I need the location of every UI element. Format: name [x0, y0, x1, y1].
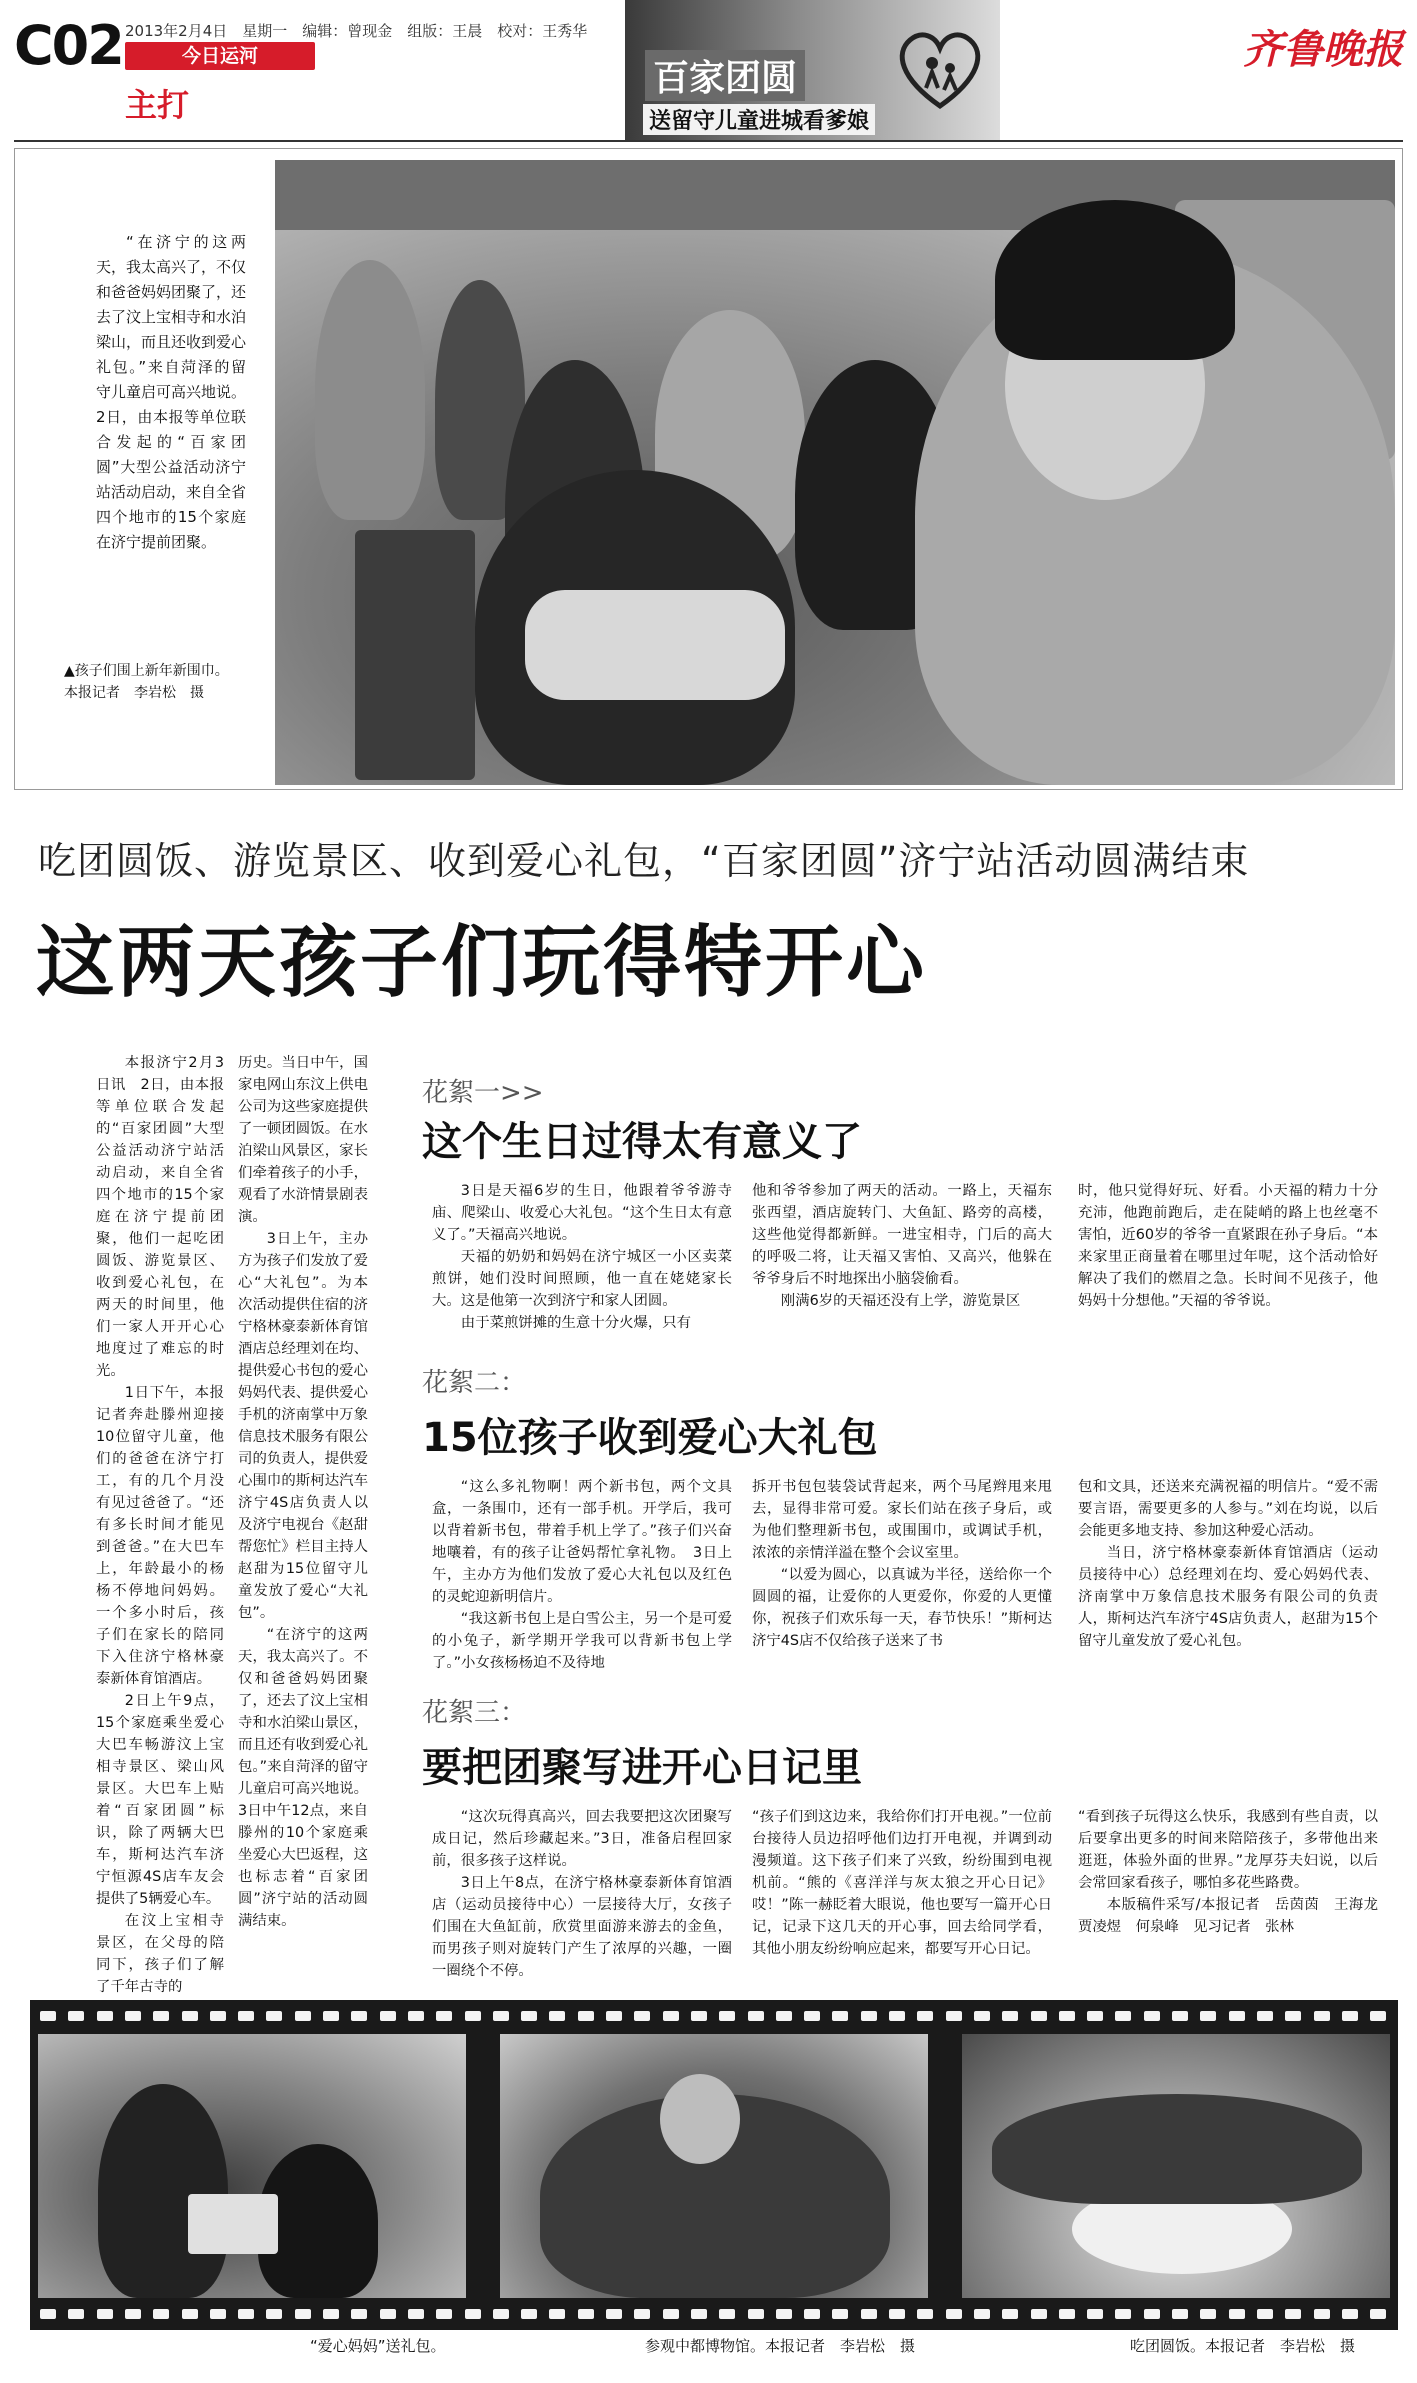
article-paragraph: 2日上午9点，15个家庭乘坐爱心大巴车畅游汶上宝相寺景区、梁山风景区。大巴车上贴着“百家团圆”标识，除了两辆大巴车，斯柯达汽车济宁恒源4S店车友会提供了5辆爱心车。	[96, 1693, 224, 1907]
photo-woman	[98, 2084, 228, 2298]
film-sprocket-hole	[663, 2309, 679, 2319]
issue-meta: 2013年2月4日 星期一 编辑：曾现金 组版：王晨 校对：王秀华	[125, 22, 588, 40]
film-sprocket-hole	[1172, 2309, 1188, 2319]
film-sprocket-hole	[266, 2309, 282, 2319]
article-paragraph: 他和爷爷参加了两天的活动。一路上，天福东张西望，酒店旋转门、大鱼缸、路旁的高楼，这些他觉得都新鲜。一进宝相寺，门后的高大的呼吸二将，让天福又害怕、又高兴，他躲在爷爷身后不时地探出小脑袋偷看。	[752, 1183, 1052, 1287]
film-sprocket-hole	[380, 2011, 396, 2021]
film-caption-3: 吃团圆饭。本报记者 李岩松 摄	[1130, 2337, 1356, 2355]
sidebar3-column-a	[432, 1806, 732, 1982]
article-paragraph: 天福的奶奶和妈妈在济宁城区一小区卖菜煎饼，她们没时间照顾，他一直在姥姥家长大。这是他第一次到济宁和家人团圆。	[432, 1249, 732, 1309]
article-paragraph: 当日，济宁格林豪泰新体育馆酒店（运动员接待中心）总经理刘在均、爱心妈妈代表、济南掌中万象信息技术服务有限公司的负责人，斯柯达汽车济宁4S店负责人，赵甜为15个留守儿童发放了爱心礼包。	[1078, 1545, 1378, 1649]
article-paragraph: 时，他只觉得好玩、好看。小天福的精力十分充沛，他跑前跑后，走在陡峭的路上也丝毫不害怕，近60岁的爷爷一直紧跟在孙子身后。“本来家里正商量着在哪里过年呢，这个活动恰好解决了我们的燃眉之急。长时间不见孩子，他妈妈十分想他。”天福的爷爷说。	[1078, 1183, 1378, 1309]
film-sprocket-hole	[1172, 2011, 1188, 2021]
article-column-1	[96, 1052, 224, 1998]
film-sprocket-hole	[549, 2011, 565, 2021]
photo-scarf	[525, 590, 785, 700]
film-sprocket-hole	[1115, 2011, 1131, 2021]
film-sprocket-hole	[1059, 2011, 1075, 2021]
article-paragraph: “这么多礼物啊！两个新书包，两个文具盒，一条围巾，还有一部手机。开学后，我可以背着新书包，带着手机上学了。”孩子们兴奋地嚷着，有的孩子让爸妈帮忙拿礼物。 3日上午，主办方为他们发放了爱心大礼包以及红色的灵蛇迎新明信片。	[432, 1479, 732, 1605]
film-sprocket-hole	[832, 2309, 848, 2319]
newspaper-masthead: 齐鲁晚报	[1243, 26, 1403, 73]
header-divider	[14, 140, 1403, 142]
film-sprocket-hole	[521, 2309, 537, 2319]
film-sprocket-hole	[125, 2309, 141, 2319]
film-sprocket-hole	[408, 2309, 424, 2319]
article-paragraph: 包和文具，还送来充满祝福的明信片。“爱不需要言语，需要更多的人参与。”刘在均说，以后会能更多地支持、参加这种爱心活动。	[1078, 1479, 1378, 1539]
photo-caption-text: ▲孩子们围上新年新围巾。	[64, 663, 229, 679]
article-paragraph: 由于菜煎饼摊的生意十分火爆，只有	[460, 1315, 692, 1331]
film-sprocket-hole	[1115, 2309, 1131, 2319]
film-sprocket-hole	[606, 2309, 622, 2319]
article-headline: 这两天孩子们玩得特开心	[36, 918, 928, 1008]
film-sprocket-hole	[68, 2011, 84, 2021]
film-caption-1: “爱心妈妈”送礼包。	[310, 2337, 446, 2355]
article-paragraph: 历史。当日中午，国家电网山东汶上供电公司为这些家庭提供了一顿团圆饭。在水泊梁山风景区，家长们牵着孩子的小手，观看了水浒情景剧表演。	[238, 1055, 368, 1225]
film-sprocket-hole	[182, 2309, 198, 2319]
article-paragraph: “这次玩得真高兴，回去我要把这次团聚写成日记，然后珍藏起来。”3日，准备启程回家前，很多孩子这样说。	[432, 1809, 732, 1869]
sidebar3-column-b	[752, 1806, 1052, 1960]
film-sprocket-hole	[549, 2309, 565, 2319]
page-number: C02	[14, 14, 123, 77]
film-sprocket-hole	[578, 2011, 594, 2021]
film-sprocket-hole	[1370, 2011, 1386, 2021]
film-sprocket-hole	[465, 2309, 481, 2319]
film-sprocket-hole	[1002, 2011, 1018, 2021]
film-sprocket-hole	[266, 2011, 282, 2021]
film-sprocket-hole	[691, 2309, 707, 2319]
film-sprocket-hole	[634, 2309, 650, 2319]
film-sprocket-hole	[889, 2011, 905, 2021]
article-paragraph: 刚满6岁的天福还没有上学，游览景区	[780, 1293, 1021, 1309]
photo-gift-box	[188, 2194, 278, 2254]
film-sprocket-hole	[1314, 2309, 1330, 2319]
film-sprocket-hole	[1031, 2309, 1047, 2319]
lead-paragraph: “在济宁的这两天，我太高兴了，不仅和爸爸妈妈团聚了，还去了汶上宝相寺和水泊梁山，而且还收到爱心礼包。”来自菏泽的留守儿童启可高兴地说。2日，由本报等单位联合发起的“百家团圆”大型公益活动济宁站活动启动，来自全省四个地市的15个家庭在济宁提前团聚。	[96, 233, 247, 551]
heart-icon	[890, 18, 990, 118]
film-sprocket-hole	[719, 2011, 735, 2021]
banner-title: 百家团圆	[645, 50, 805, 101]
film-sprocket-hole	[776, 2309, 792, 2319]
film-sprocket-hole	[68, 2309, 84, 2319]
article-paragraph: “孩子们到这边来，我给你们打开电视。”一位前台接待人员边招呼他们边打开电视，并调到动漫频道。这下孩子们来了兴致，纷纷围到电视机前。“熊的《喜洋洋与灰太狼之开心日记》哎！”陈一赫眨着大眼说，他也要写一篇开心日记，记录下这几天的开心事，回去给同学看，其他小朋友纷纷响应起来，都要写开心日记。	[752, 1809, 1052, 1957]
film-sprocket-hole	[917, 2011, 933, 2021]
film-sprocket-hole	[1257, 2309, 1273, 2319]
sidebar2-column-a	[432, 1476, 732, 1674]
film-sprocket-hole	[436, 2309, 452, 2319]
photo-woman-left	[315, 260, 425, 520]
film-sprocket-hole	[804, 2309, 820, 2319]
sidebar-headline-1: 这个生日过得太有意义了	[422, 1119, 862, 1165]
article-paragraph: 在汶上宝相寺景区，在父母的陪同下，孩子们了解了千年古寺的	[96, 1913, 224, 1995]
column-tag: 主打	[125, 86, 190, 124]
film-sprocket-hole	[238, 2011, 254, 2021]
film-caption-2: 参观中都博物馆。本报记者 李岩松 摄	[645, 2337, 916, 2355]
film-sprocket-hole	[238, 2309, 254, 2319]
sidebar2-column-c	[1078, 1476, 1378, 1652]
film-sprocket-hole	[323, 2011, 339, 2021]
banner-subtitle: 送留守儿童进城看爹娘	[643, 104, 875, 135]
photo-woman-hair	[995, 200, 1235, 360]
film-photo-dinner	[962, 2034, 1390, 2298]
film-sprocket-hole	[182, 2011, 198, 2021]
film-sprocket-hole	[946, 2011, 962, 2021]
article-paragraph: 3日上午，主办方为孩子们发放了爱心“大礼包”。为本次活动提供住宿的济宁格林豪泰新体育馆酒店总经理刘在均、提供爱心书包的爱心妈妈代表、提供爱心手机的济南掌中万象信息技术服务有限公司的负责人，提供爱心围巾的斯柯达汽车济宁4S店负责人以及济宁电视台《赵甜帮您忙》栏目主持人赵甜为15位留守儿童发放了爱心“大礼包”。	[238, 1231, 368, 1621]
article-byline: 本版稿件采写/本报记者 岳茵茵 王海龙 贾凌煜 何泉峰 见习记者 张林	[1078, 1897, 1393, 1935]
film-sprocket-hole	[1342, 2011, 1358, 2021]
film-photo-gift	[38, 2034, 466, 2298]
film-sprocket-hole	[408, 2011, 424, 2021]
film-photo-museum	[500, 2034, 928, 2298]
film-sprocket-hole	[351, 2309, 367, 2319]
film-sprocket-hole	[1200, 2309, 1216, 2319]
film-sprocket-hole	[1257, 2011, 1273, 2021]
film-sprocket-hole	[1087, 2309, 1103, 2319]
film-sprocket-hole	[748, 2309, 764, 2319]
top-photo-caption	[64, 660, 254, 704]
film-sprocket-hole	[1031, 2011, 1047, 2021]
film-sprocket-hole	[691, 2011, 707, 2021]
sidebar-kicker-2: 花絮二：	[422, 1368, 527, 1398]
article-paragraph: “以爱为圆心，以真诚为半径，送给你一个圆圆的福，让爱你的人更爱你，你爱的人更懂你，祝孩子们欢乐每一天，春节快乐！”斯柯达济宁4S店不仅给孩子送来了书	[752, 1567, 1052, 1649]
article-paragraph: 拆开书包包装袋试背起来，两个马尾辫甩来甩去，显得非常可爱。家长们站在孩子身后，或为他们整理新书包，或围围巾，或调试手机，浓浓的亲情洋溢在整个会议室里。	[752, 1479, 1052, 1561]
film-sprocket-hole	[436, 2011, 452, 2021]
film-sprocket-hole	[323, 2309, 339, 2319]
film-sprocket-hole	[804, 2011, 820, 2021]
article-paragraph: 本报济宁2月3日讯 2日，由本报等单位联合发起的“百家团圆”大型公益活动济宁站活动启动，来自全省四个地市的15个家庭在济宁提前团聚，他们一起吃团圆饭、游览景区、收到爱心礼包，在两天的时间里，他们一家人开开心心地度过了难忘的时光。	[96, 1055, 224, 1379]
article-subheadline: 吃团圆饭、游览景区、收到爱心礼包，“百家团圆”济宁站活动圆满结束	[38, 839, 1250, 883]
film-sprocket-hole	[861, 2309, 877, 2319]
film-sprocket-hole	[748, 2011, 764, 2021]
film-sprocket-hole	[1285, 2309, 1301, 2319]
campaign-banner	[625, 0, 1000, 140]
photo-credit: 本报记者 李岩松 摄	[64, 685, 204, 701]
film-sprocket-hole	[1002, 2309, 1018, 2319]
sidebar-kicker-1: 花絮一>>	[422, 1078, 544, 1108]
sidebar-headline-2: 15位孩子收到爱心大礼包	[422, 1415, 878, 1461]
photo-chair	[355, 530, 475, 780]
sidebar1-column-a	[432, 1180, 732, 1334]
film-sprocket-hole	[1285, 2011, 1301, 2021]
film-sprocket-hole	[493, 2309, 509, 2319]
film-sprocket-hole	[1144, 2309, 1160, 2319]
film-sprocket-hole	[295, 2309, 311, 2319]
sidebar3-column-c	[1078, 1806, 1393, 1938]
film-sprocket-hole	[40, 2011, 56, 2021]
film-sprocket-hole	[663, 2011, 679, 2021]
film-sprocket-hole	[1314, 2011, 1330, 2021]
film-sprocket-hole	[97, 2309, 113, 2319]
article-column-2	[238, 1052, 368, 1932]
photo-child-face	[660, 2074, 740, 2164]
article-paragraph: “看到孩子玩得这么快乐，我感到有些自责，以后要拿出更多的时间来陪陪孩子，多带他出来逛逛，体验外面的世界。”龙厚芬夫妇说，以后会常回家看孩子，哪怕多花些路费。	[1078, 1809, 1378, 1891]
film-sprocket-hole	[210, 2309, 226, 2319]
film-sprocket-hole	[1229, 2309, 1245, 2319]
film-sprocket-hole	[946, 2309, 962, 2319]
film-sprocket-hole	[153, 2309, 169, 2319]
film-sprocket-hole	[832, 2011, 848, 2021]
film-sprocket-hole	[521, 2011, 537, 2021]
sidebar-headline-3: 要把团聚写进开心日记里	[422, 1745, 862, 1791]
film-sprocket-hole	[1087, 2011, 1103, 2021]
film-sprocket-hole	[295, 2011, 311, 2021]
sidebar2-column-b	[752, 1476, 1052, 1652]
film-sprocket-hole	[634, 2011, 650, 2021]
article-paragraph: “在济宁的这两天，我太高兴了。不仅和爸爸妈妈团聚了，还去了汶上宝相寺和水泊梁山景区，而且还有收到爱心礼包。”来自菏泽的留守儿童启可高兴地说。3日中午12点，来自滕州的10个家庭乘坐爱心大巴返程，这也标志着“百家团圆”济宁站的活动圆满结束。	[238, 1627, 368, 1929]
article-paragraph: “我这新书包上是白雪公主，另一个是可爱的小兔子，新学期开学我可以背新书包上学了。”小女孩杨杨迫不及待地	[432, 1611, 732, 1671]
article-paragraph: 3日上午8点，在济宁格林豪泰新体育馆酒店（运动员接待中心）一层接待大厅，女孩子们围在大鱼缸前，欣赏里面游来游去的金鱼，而男孩子则对旋转门产生了浓厚的兴趣，一圈一圈绕个不停。	[432, 1875, 732, 1979]
film-sprocket-hole	[125, 2011, 141, 2021]
film-sprocket-hole	[40, 2309, 56, 2319]
film-sprocket-hole	[719, 2309, 735, 2319]
film-sprocket-hole	[493, 2011, 509, 2021]
film-sprocket-hole	[465, 2011, 481, 2021]
sidebar-kicker-3: 花絮三：	[422, 1698, 527, 1728]
article-paragraph: 1日下午，本报记者奔赴滕州迎接10位留守儿童，他们的爸爸在济宁打工，有的几个月没有见过爸爸了。“还有多长时间才能见到爸爸。”在大巴车上，年龄最小的杨杨不停地问妈妈。一个多小时后，孩子们在家长的陪同下入住济宁格林豪泰新体育馆酒店。	[96, 1385, 224, 1687]
film-sprocket-hole	[1059, 2309, 1075, 2319]
film-sprocket-hole	[776, 2011, 792, 2021]
article-paragraph: 3日是天福6岁的生日，他跟着爷爷游寺庙、爬梁山、收爱心大礼包。“这个生日太有意义了。”天福高兴地说。	[432, 1183, 732, 1243]
film-sprocket-hole	[917, 2309, 933, 2319]
film-sprocket-hole	[1229, 2011, 1245, 2021]
film-sprocket-hole	[1144, 2011, 1160, 2021]
film-sprocket-hole	[889, 2309, 905, 2319]
film-sprocket-hole	[153, 2011, 169, 2021]
film-sprocket-hole	[974, 2309, 990, 2319]
film-sprocket-hole	[578, 2309, 594, 2319]
film-sprocket-hole	[861, 2011, 877, 2021]
main-news-photo	[275, 160, 1395, 785]
sidebar1-column-c	[1078, 1180, 1378, 1312]
film-sprocket-hole	[974, 2011, 990, 2021]
film-sprocket-hole	[380, 2309, 396, 2319]
film-sprocket-hole	[1200, 2011, 1216, 2021]
section-label: 今日运河	[125, 42, 315, 70]
film-sprocket-hole	[210, 2011, 226, 2021]
film-strip-photos	[30, 2000, 1398, 2330]
photo-diners	[992, 2094, 1362, 2204]
film-sprocket-hole	[351, 2011, 367, 2021]
film-sprocket-hole	[606, 2011, 622, 2021]
film-sprocket-hole	[1342, 2309, 1358, 2319]
film-sprocket-hole	[1370, 2309, 1386, 2319]
film-sprocket-hole	[97, 2011, 113, 2021]
sidebar1-column-b	[752, 1180, 1052, 1312]
